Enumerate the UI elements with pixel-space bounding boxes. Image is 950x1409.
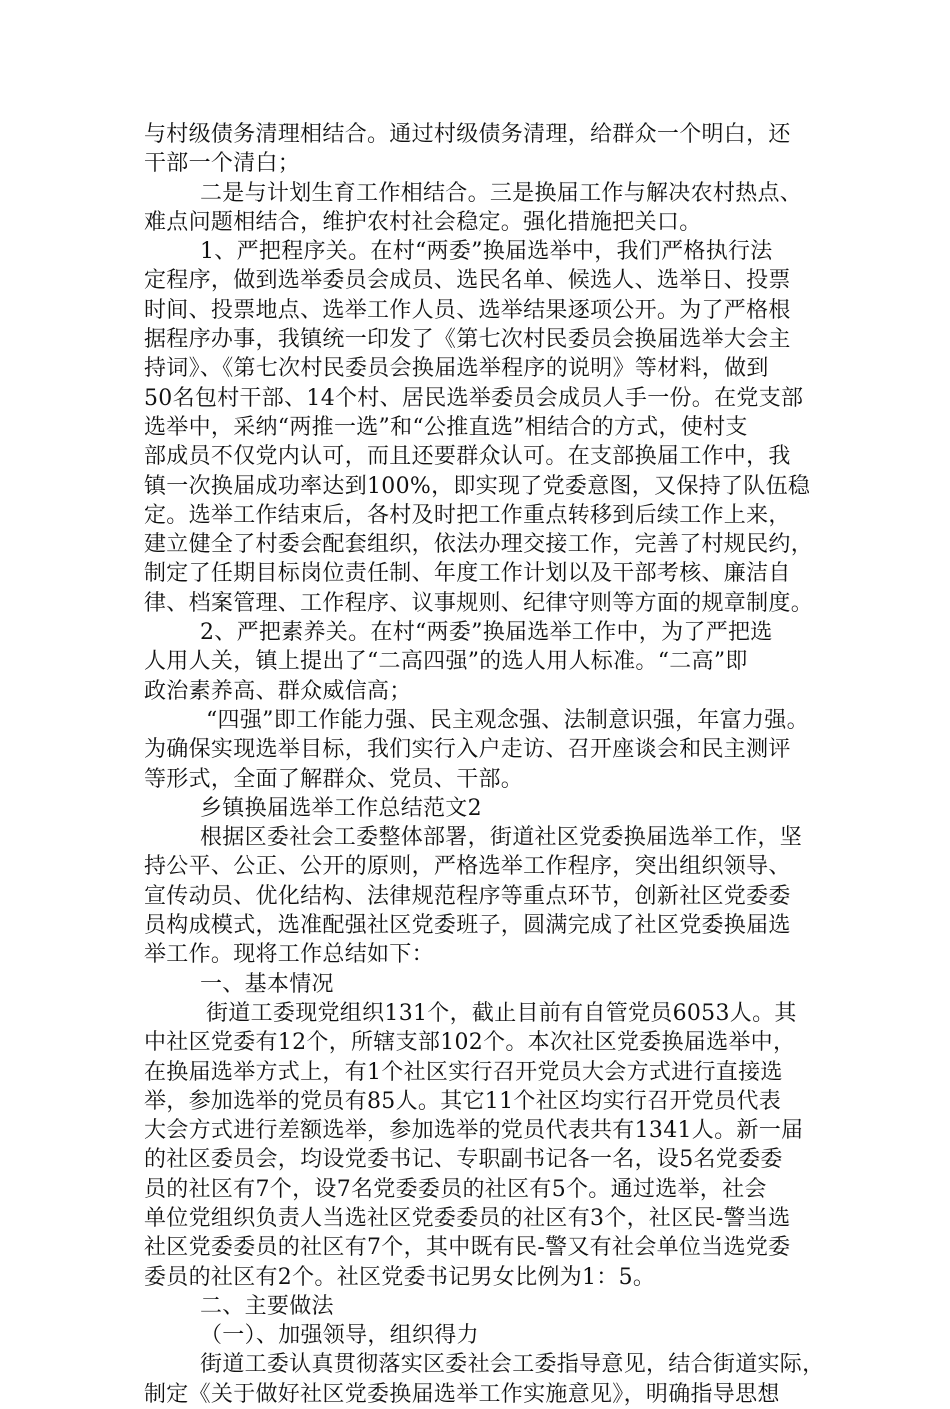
text-line: 二、主要做法	[200, 1293, 334, 1319]
text-line: 根据区委社会工委整体部署，街道社区党委换届选举工作，坚	[200, 825, 803, 851]
text-line: 的社区委员会，均设党委书记、专职副书记各一名，设5名党委委	[144, 1147, 783, 1173]
text-line: 政治素养高、群众威信高；	[144, 678, 412, 704]
text-line: 一、基本情况	[200, 971, 334, 997]
text-line: 街道工委现党组织131个，截止目前有自管党员6053人。其	[206, 1000, 797, 1026]
text-line: 单位党组织负责人当选社区党委委员的社区有3个，社区民-警当选	[144, 1205, 791, 1231]
text-line: 制定了任期目标岗位责任制、年度工作计划以及干部考核、廉洁自	[144, 561, 791, 587]
text-line: 干部一个清白；	[144, 151, 301, 177]
text-line: 中社区党委有12个，所辖支部102个。本次社区党委换届选举中，	[144, 1030, 796, 1056]
text-line: 宣传动员、优化结构、法律规范程序等重点环节，创新社区党委委	[144, 883, 791, 909]
text-line: 建立健全了村委会配套组织，依法办理交接工作，完善了村规民约，	[144, 532, 814, 558]
text-line: 1、严把程序关。在村“两委”换届选举中，我们严格执行法	[200, 239, 773, 265]
text-line: 时间、投票地点、选举工作人员、选举结果逐项公开。为了严格根	[144, 297, 791, 323]
text-line: 镇一次换届成功率达到100%，即实现了党委意图，又保持了队伍稳	[144, 473, 811, 499]
document-body	[144, 120, 825, 1409]
text-line: 员的社区有7个，设7名党委委员的社区有5个。通过选举，社会	[144, 1176, 767, 1202]
text-line: 大会方式进行差额选举，参加选举的党员代表共有1341人。新一届	[144, 1118, 804, 1144]
text-line: 二是与计划生育工作相结合。三是换届工作与解决农村热点、	[200, 180, 803, 206]
text-line: 员构成模式，选准配强社区党委班子，圆满完成了社区党委换届选	[144, 913, 791, 939]
text-line: 部成员不仅党内认可，而且还要群众认可。在支部换届工作中，我	[144, 444, 791, 470]
text-line: 难点问题相结合，维护农村社会稳定。强化措施把关口。	[144, 209, 702, 235]
text-line: 举，参加选举的党员有85人。其它11个社区均实行召开党员代表	[144, 1088, 781, 1114]
text-line: 举工作。现将工作总结如下：	[144, 942, 434, 968]
text-line: 制定《关于做好社区党委换届选举工作实施意见》，明确指导思想	[144, 1381, 780, 1407]
text-line: 社区党委委员的社区有7个，其中既有民-警又有社会单位当选党委	[144, 1235, 791, 1261]
text-line: 人用人关，镇上提出了“二高四强”的选人用人标准。“二高”即	[144, 649, 748, 675]
text-line: 持词》、《第七次村民委员会换届选举程序的说明》等材料，做到	[144, 356, 769, 382]
text-line: 定程序，做到选举委员会成员、选民名单、候选人、选举日、投票	[144, 268, 791, 294]
text-line: 选举中，采纳“两推一选”和“公推直选”相结合的方式，使村支	[144, 414, 748, 440]
text-line: 律、档案管理、工作程序、议事规则、纪律守则等方面的规章制度。	[144, 590, 814, 616]
text-line: 为确保实现选举目标，我们实行入户走访、召开座谈会和民主测评	[144, 737, 791, 763]
text-line: （一）、加强领导，组织得力	[200, 1323, 479, 1349]
text-line: 持公平、公正、公开的原则，严格选举工作程序，突出组织领导、	[144, 854, 791, 880]
text-line: 50名包村干部、14个村、居民选举委员会成员人手一份。在党支部	[144, 385, 804, 411]
text-line: 2、严把素养关。在村“两委”换届选举工作中，为了严把选	[200, 620, 773, 646]
text-line: 与村级债务清理相结合。通过村级债务清理，给群众一个明白，还	[144, 122, 791, 147]
text-line: 街道工委认真贯彻落实区委社会工委指导意见，结合街道实际，	[200, 1352, 825, 1378]
text-line: 乡镇换届选举工作总结范文2	[200, 795, 482, 821]
text-line: 等形式，全面了解群众、党员、干部。	[144, 766, 524, 792]
text-line: “四强”即工作能力强、民主观念强、法制意识强，年富力强。	[206, 707, 809, 733]
text-line: 委员的社区有2个。社区党委书记男女比例为1：5。	[144, 1264, 656, 1290]
text-line: 定。选举工作结束后，各村及时把工作重点转移到后续工作上来，	[144, 502, 791, 528]
text-line: 据程序办事，我镇统一印发了《第七次村民委员会换届选举大会主	[144, 327, 791, 353]
text-line: 在换届选举方式上，有1个社区实行召开党员大会方式进行直接选	[144, 1059, 783, 1085]
